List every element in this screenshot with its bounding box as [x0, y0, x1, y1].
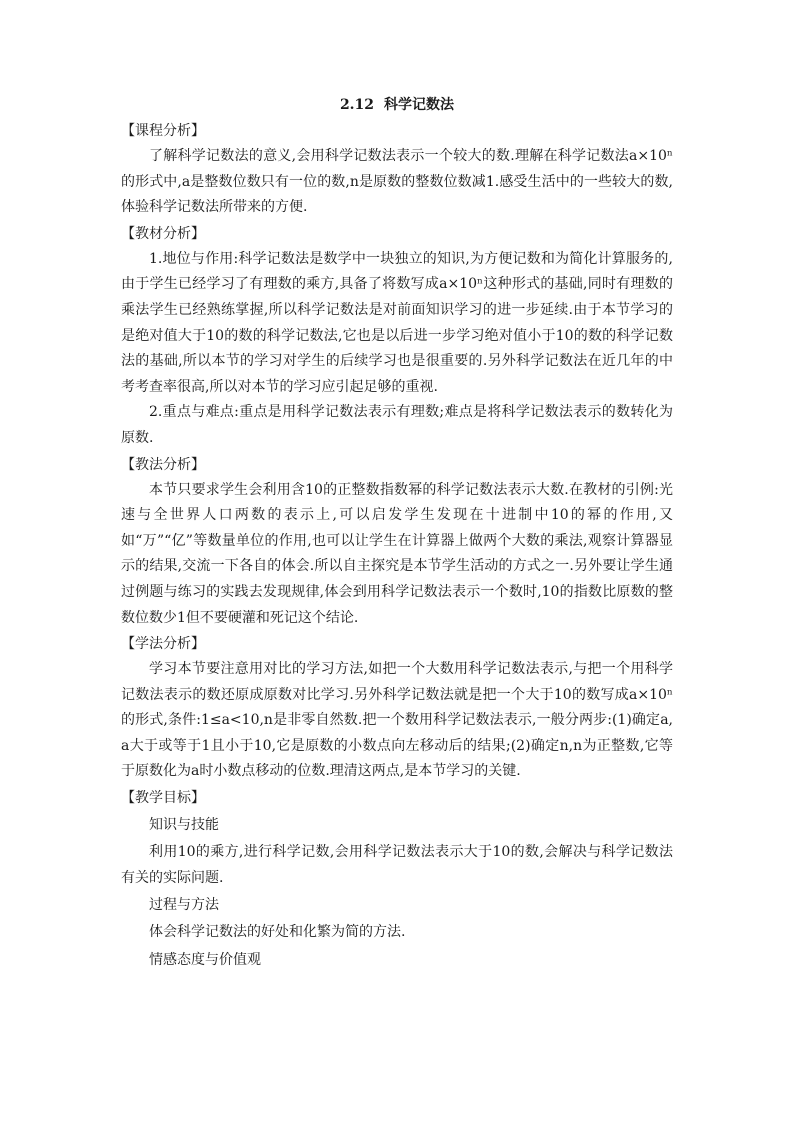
heading-teaching-goals: 【教学目标】	[121, 790, 205, 807]
document-page	[121, 92, 673, 975]
heading-learning-method: 【学法分析】	[121, 636, 205, 653]
subheading-process: 过程与方法	[149, 897, 219, 914]
heading-teaching-method: 【教法分析】	[121, 456, 205, 473]
paragraph-teaching-method: 本节只要求学生会利用含10的正整数指数幂的科学记数法表示大数.在教材的引例:光速与全世界人口两数的表示上,可以启发学生发现在十进制中10的幂的作用,又如“万”“亿”等数量单位的作用,也可以让学生在计算器上做两个大数的乘法,观察计算器显示的结果,交流一下各自的体会.所以自主探究是本节学生活动的方式之一.另外要让学生通过例题与练习的实践去发现规律,体会到用科学记数法表示一个数时,10的指数比原数的整数位数少1但不要硬灌和死记这个结论.	[121, 481, 673, 626]
paragraph-key-points: 2.重点与难点:重点是用科学记数法表示有理数;难点是将科学记数法表示的数转化为原数.	[121, 404, 673, 446]
paragraph-course-analysis: 了解科学记数法的意义,会用科学记数法表示一个较大的数.理解在科学记数法a×10ⁿ的形式中,a是整数位数只有一位的数,n是原数的整数位数减1.感受生活中的一些较大的数,体验科学记数法所带来的方便.	[121, 148, 673, 216]
paragraph-process: 体会科学记数法的好处和化繁为简的方法.	[149, 924, 406, 941]
section-title: 科学记数法	[384, 97, 455, 113]
subheading-knowledge: 知识与技能	[149, 817, 219, 834]
page-title	[121, 92, 673, 118]
paragraph-learning-method: 学习本节要注意用对比的学习方法,如把一个大数用科学记数法表示,与把一个用科学记数法表示的数还原成原数对比学习.另外科学记数法就是把一个大于10的数写成a×10ⁿ的形式,条件:1≤a<10,n是非零自然数.把一个数用科学记数法表示,一般分两步:(1)确定a,a大于或等于1且小于10,它是原数的小数点向左移动后的结果;(2)确定n,n为正整数,它等于原数化为a时小数点移动的位数.理清这两点,是本节学习的关键.	[121, 661, 673, 780]
heading-course-analysis: 【课程分析】	[121, 123, 205, 139]
section-number: 2.12	[339, 97, 375, 113]
paragraph-role: 1.地位与作用:科学记数法是数学中一块独立的知识,为方便记数和为简化计算服务的,由于学生已经学习了有理数的乘方,具备了将数写成a×10ⁿ这种形式的基础,同时有理数的乘法学生已经熟练掌握,所以科学记数法是对前面知识学习的进一步延续.由于本节学习的是绝对值大于10的数的科学记数法,它也是以后进一步学习绝对值小于10的数的科学记数法的基础,所以本节的学习对学生的后续学习也是很重要的.另外科学记数法在近几年的中考考查率很高,所以对本节的学习应引起足够的重视.	[121, 250, 673, 395]
heading-textbook-analysis: 【教材分析】	[121, 225, 205, 242]
paragraph-knowledge: 利用10的乘方,进行科学记数,会用科学记数法表示大于10的数,会解决与科学记数法有关的实际问题.	[121, 844, 673, 886]
subheading-emotion: 情感态度与价值观	[149, 951, 261, 968]
